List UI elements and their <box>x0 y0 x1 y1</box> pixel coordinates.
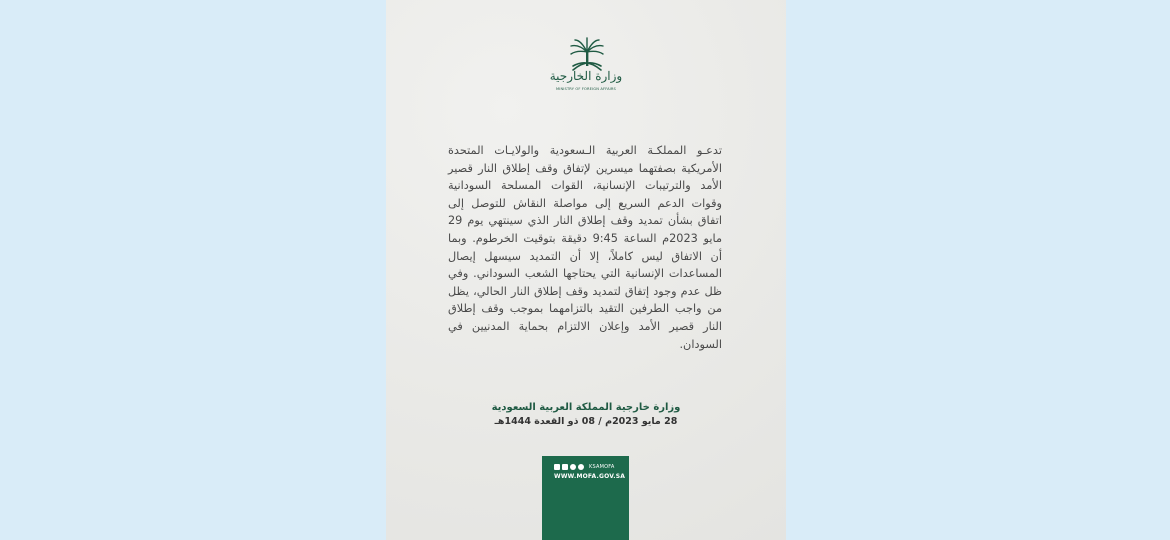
instagram-icon[interactable] <box>570 464 576 470</box>
statement-body: تدعـو المملكـة العربية الـسعودية والولايـات المتحدة الأمريكية بصفتهما ميسرين لإتفاق وقف إطلاق النار قصير الأمد والترتيبات الإنسانية، القوات المسلحة السودانية وقوات الدعم السريع إلى مواصلة النقاش للتوصل إلى اتفاق بشأن تمديد وقف إطلاق النار الذي سينتهي يوم 29 مايو 2023م الساعة 9:45 دقيقة بتوقيت الخرطوم. وبما أن الاتفاق ليس كاملاً، إلا أن التمديد سيسهل إيصال المساعدات الإنسانية التي يحتاجها الشعب السوداني. وفي ظل عدم وجود إتفاق لتمديد وقف إطلاق النار الحالي، يظل من واجب الطرفين التقيد بالتزامهما بموجب وقف إطلاق النار قصير الأمد وإعلان الالتزام بحماية المدنيين في السودان. <box>448 144 722 351</box>
footer-contact-box <box>542 456 629 540</box>
facebook-icon[interactable] <box>562 464 568 470</box>
statement-date: 28 مايو 2023م / 08 ذو القعدة 1444هـ <box>494 416 678 427</box>
social-handle: KSAMOFA <box>589 464 615 470</box>
ministry-name-arabic: وزارة الخارجية <box>549 69 623 83</box>
ministry-name-english: MINISTRY OF FOREIGN AFFAIRS <box>556 87 616 91</box>
statement-document <box>386 0 786 540</box>
social-links <box>554 464 614 470</box>
twitter-icon[interactable] <box>578 464 584 470</box>
issuer-signature: وزارة خارجية المملكة العربية السعودية <box>491 402 681 413</box>
website-link[interactable]: WWW.MOFA.GOV.SA <box>554 473 626 480</box>
youtube-icon[interactable] <box>554 464 560 470</box>
